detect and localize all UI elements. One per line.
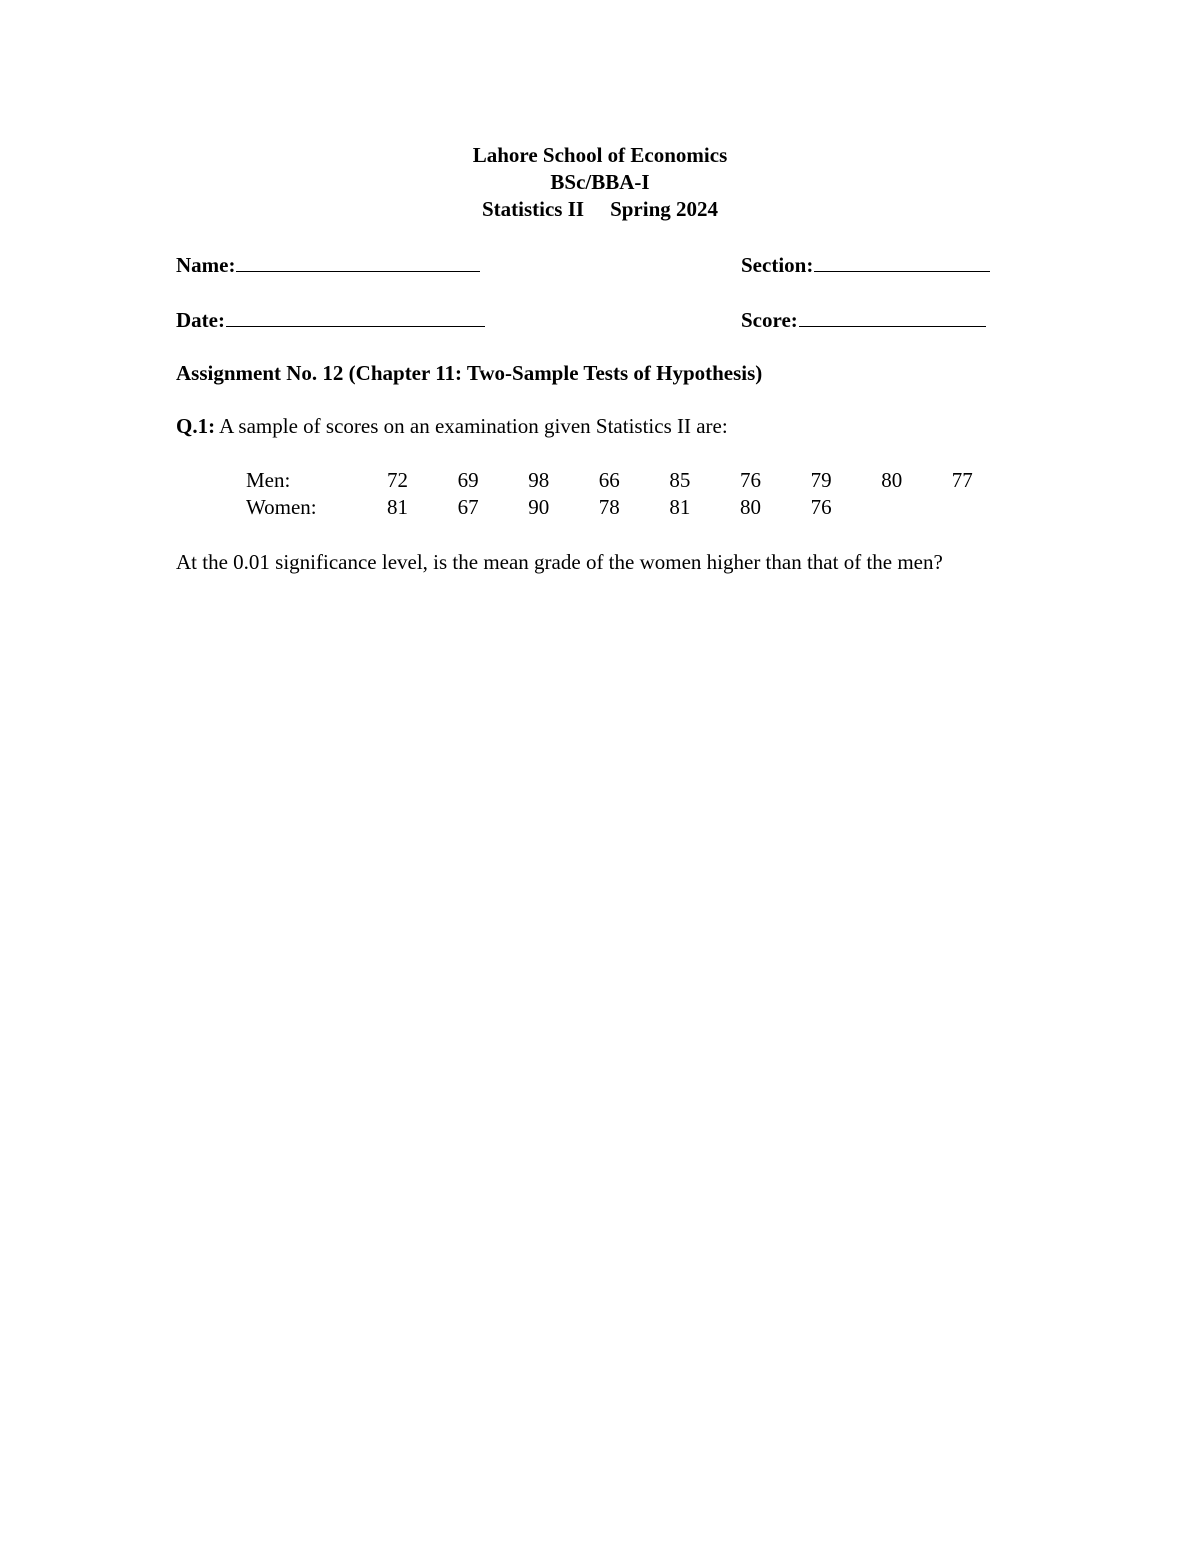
score-cell: 69 bbox=[457, 468, 479, 492]
score-cell: 79 bbox=[810, 468, 832, 492]
question-1-label: Q.1: bbox=[176, 414, 216, 438]
term-name: Spring 2024 bbox=[610, 197, 719, 221]
score-cell: 72 bbox=[387, 468, 408, 492]
row-label-men: Men: bbox=[246, 468, 291, 492]
name-label: Name: bbox=[176, 253, 236, 277]
score-blank-line bbox=[799, 306, 986, 327]
score-cell: 76 bbox=[740, 468, 761, 492]
score-cell: 77 bbox=[951, 468, 973, 492]
row-label-women: Women: bbox=[246, 495, 317, 519]
score-cell: 76 bbox=[810, 495, 832, 519]
score-cell: 90 bbox=[528, 495, 550, 519]
score-cell: 78 bbox=[598, 495, 620, 519]
program-name: BSc/BBA-I bbox=[550, 170, 650, 194]
score-cell: 66 bbox=[598, 468, 620, 492]
name-blank-line bbox=[236, 251, 480, 272]
score-cell: 67 bbox=[457, 495, 479, 519]
date-field bbox=[176, 306, 485, 334]
assignment-title: Assignment No. 12 (Chapter 11: Two-Sample Tests of Hypothesis) bbox=[176, 361, 763, 385]
course-name: Statistics II bbox=[481, 197, 585, 221]
date-label: Date: bbox=[176, 308, 225, 332]
score-cell: 81 bbox=[669, 495, 691, 519]
school-name: Lahore School of Economics bbox=[472, 143, 728, 167]
score-cell: 85 bbox=[669, 468, 691, 492]
score-cell: 80 bbox=[740, 495, 761, 519]
question-1-intro-text: A sample of scores on an examination given Statistics II are: bbox=[215, 414, 728, 438]
course-term-line bbox=[0, 196, 1200, 223]
score-cell: 80 bbox=[881, 468, 903, 492]
section-blank-line bbox=[814, 251, 990, 272]
name-field bbox=[176, 251, 480, 279]
document-header bbox=[0, 142, 1200, 223]
score-cell: 81 bbox=[387, 495, 408, 519]
date-blank-line bbox=[226, 306, 485, 327]
question-1-intro bbox=[176, 413, 728, 440]
section-label: Section: bbox=[741, 253, 814, 277]
score-label: Score: bbox=[741, 308, 798, 332]
question-1-text: At the 0.01 significance level, is the mean grade of the women higher than that of the men? bbox=[176, 550, 943, 574]
section-field bbox=[741, 251, 990, 279]
score-field bbox=[741, 306, 986, 334]
score-cell: 98 bbox=[528, 468, 550, 492]
